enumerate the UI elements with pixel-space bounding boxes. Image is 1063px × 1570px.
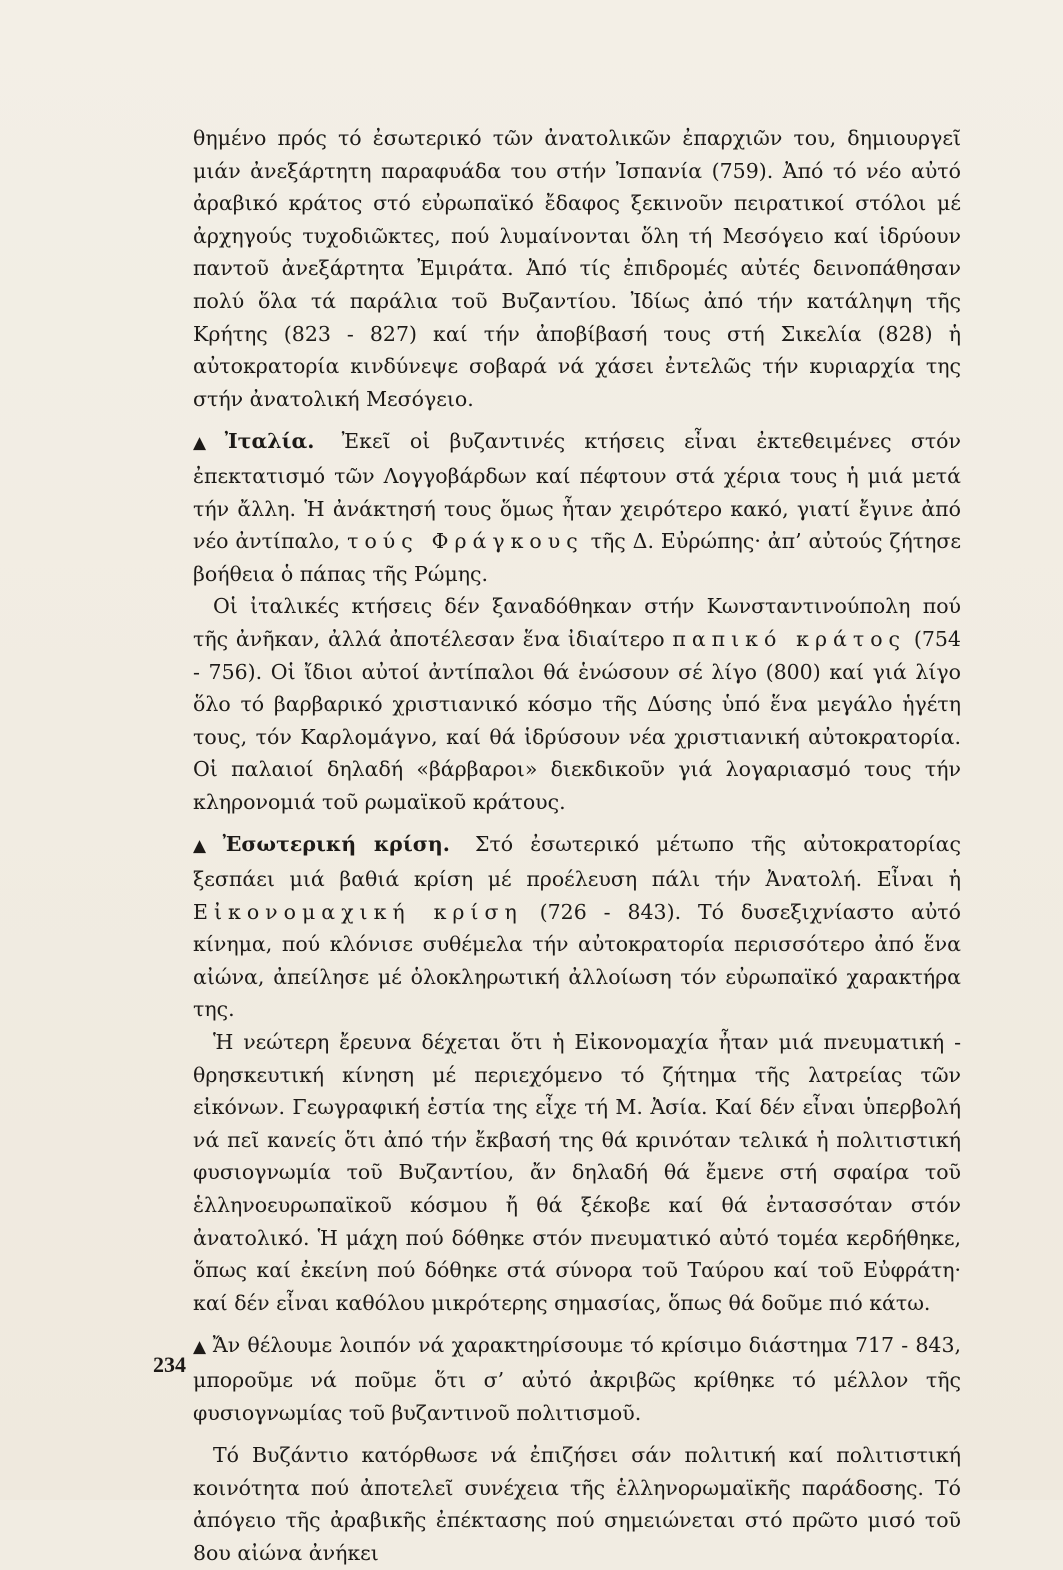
paragraph-papal-state — [193, 590, 961, 818]
paragraph-text: τῆς Δ. Εὐρώπης· ἀπ’ αὐτούς ζήτησε βοήθεια ὁ πάπας τῆς Ρώμης. — [193, 529, 961, 586]
paragraph-italy — [193, 425, 961, 590]
paragraph-text: θημένο πρός τό ἐσωτερικό τῶν ἀνατολικῶν ἐπαρχιῶν του, δημιουργεῖ μιάν ἀνεξάρτητη παραφυάδα του στήν Ἰσπανία (759). Ἀπό τό νέο αὐτό ἀραβικό κράτος στό εὐρωπαϊκό ἔδαφος ξεκινοῦν πειρατικοί στόλοι μέ ἀρχηγούς τυχοδιῶκτες, πού λυμαίνονται ὅλη τή Μεσόγειο καί ἱδρύουν παντοῦ ἀνεξάρτητα Ἐμιράτα. Ἀπό τίς ἐπιδρομές αὐτές δεινοπάθησαν πολύ ὅλα τά παράλια τοῦ Βυζαντίου. Ἰδίως ἀπό τήν κατάληψη τῆς Κρήτης (823 - 827) καί τήν ἀποβίβασή τους στή Σικελία (828) ἡ αὐτοκρατορία κινδύνεψε σοβαρά νά χάσει ἐντελῶς τήν κυριαρχία της στήν ἀνατολική Μεσόγειο. — [193, 126, 961, 411]
paragraph-text: Ἡ νεώτερη ἔρευνα δέχεται ὅτι ἡ Εἰκονομαχία ἦταν μιά πνευματική - θρησκευτική κίνηση μέ περιεχόμενο τό ζήτημα τῆς λατρείας τῶν εἰκόνων. Γεωγραφική ἑστία της εἶχε τή Μ. Ἀσία. Καί δέν εἶναι ὑπερβολή νά πεῖ κανείς ὅτι ἀπό τήν ἔκβασή της θά κρινόταν τελικά ἡ πολιτιστική φυσιογνωμία τοῦ Βυζαντίου, ἄν δηλαδή θά ἔμενε στή σφαίρα τοῦ ἑλληνοευρωπαϊκοῦ κόσμου ἤ θά ξέκοβε καί θά ἐντασσόταν στόν ἀνατολικό. Ἡ μάχη πού δόθηκε στόν πνευματικό αὐτό τομέα κερδήθηκε, ὅπως καί ἐκείνη πού δόθηκε στά σύνορα τοῦ Ταύρου καί τοῦ Εὐφράτη· καί δέν εἶναι καθόλου μικρότερης σημασίας, ὅπως θά δοῦμε πιό κάτω. — [193, 1030, 961, 1315]
paragraph-text: Τό Βυζάντιο κατόρθωσε νά ἐπιζήσει σάν πολιτική καί πολιτιστική κοινότητα πού ἀποτελεῖ συνέχεια τῆς ἑλληνορωμαϊκῆς παράδοσης. Τό ἀπόγειο τῆς ἀραβικῆς ἐπέκτασης πού σημειώνεται στό πρῶτο μισό τοῦ 8ου αἰώνα ἀνήκει — [193, 1443, 961, 1565]
paragraph-critical-period — [193, 1329, 961, 1429]
paragraph-text: Στό ἐσωτερικό μέτωπο τῆς αὐτοκρατορίας ξεσπάει μιά βαθιά κρίση μέ προέλευση πάλι τήν Ἀνατολή. Εἶναι ἡ — [193, 832, 962, 892]
body-text — [193, 122, 961, 1570]
triangle-marker-icon: ▲ — [193, 1337, 207, 1358]
paragraph-iconoclasm — [193, 1026, 961, 1319]
paragraph-text: (726 - 843). Τό δυσεξιχνίαστο αὐτό κίνημα, πού κλόνισε συθέμελα τήν αὐτοκρατορία περισσότερο ἀπό ἕνα αἰώνα, ἀπείλησε μέ ὁλοκληρωτική ἀλλοίωση τόν εὐρωπαϊκό χαρακτήρα της. — [193, 899, 961, 1022]
page-number: 234 — [153, 1352, 186, 1377]
section-heading-internal-crisis: Ἐσωτερική κρίση. — [222, 832, 450, 857]
emphasized-term: τούς Φράγκους — [347, 529, 584, 554]
paragraph-byzantium-survival — [193, 1439, 961, 1569]
section-heading-italy: Ἰταλία. — [224, 429, 315, 454]
emphasized-term: παπικό κράτος — [672, 626, 907, 651]
paragraph-text: Οἱ ἰταλικές κτήσεις δέν ξαναδόθηκαν στήν Κωνσταντινούπολη πού τῆς ἀνῆκαν, ἀλλά ἀποτέλεσαν ἕνα ἰδιαίτερο — [193, 594, 961, 651]
paragraph-text: (754 - 756). Οἱ ἴδιοι αὐτοί ἀντίπαλοι θά ἑνώσουν σέ λίγο (800) καί γιά λίγο ὅλο τό βαρβαρικό χριστιανικό κόσμο τῆς Δύσης ὑπό ἕνα μεγάλο ἡγέτη τους, τόν Καρλομάγνο, καί θά ἱδρύσουν νέα χριστιανική αὐτοκρατορία. Οἱ παλαιοί δηλαδή «βάρβαροι» διεκδικοῦν γιά λογαριασμό τους τήν κληρονομιά τοῦ ρωμαϊκοῦ κράτους. — [193, 626, 961, 814]
emphasized-term: Εἰκονομαχική κρίση — [193, 899, 523, 924]
paragraph-arab-expansion — [193, 122, 961, 415]
paragraph-text: Ἐκεῖ οἱ βυζαντινές κτήσεις εἶναι ἐκτεθειμένες στόν ἐπεκτατισμό τῶν Λογγοβάρδων καί πέφτουν στά χέρια τους ἡ μιά μετά τήν ἄλλη. Ἡ ἀνάκτησή τους ὅμως ἦταν χειρότερο κακό, γιατί ἔγινε ἀπό νέο ἀντίπαλο, — [193, 429, 961, 554]
paragraph-text: Ἄν θέλουμε λοιπόν νά χαρακτηρίσουμε τό κρίσιμο διάστημα 717 - 843, μποροῦμε νά ποῦμε ὅτι σ’ αὐτό ἀκριβῶς κρίθηκε τό μέλλον τῆς φυσιογνωμίας τοῦ βυζαντινοῦ πολιτισμοῦ. — [193, 1333, 961, 1425]
paragraph-internal-crisis — [193, 828, 961, 1026]
triangle-marker-icon: ▲ — [193, 836, 217, 857]
triangle-marker-icon: ▲ — [193, 433, 219, 454]
